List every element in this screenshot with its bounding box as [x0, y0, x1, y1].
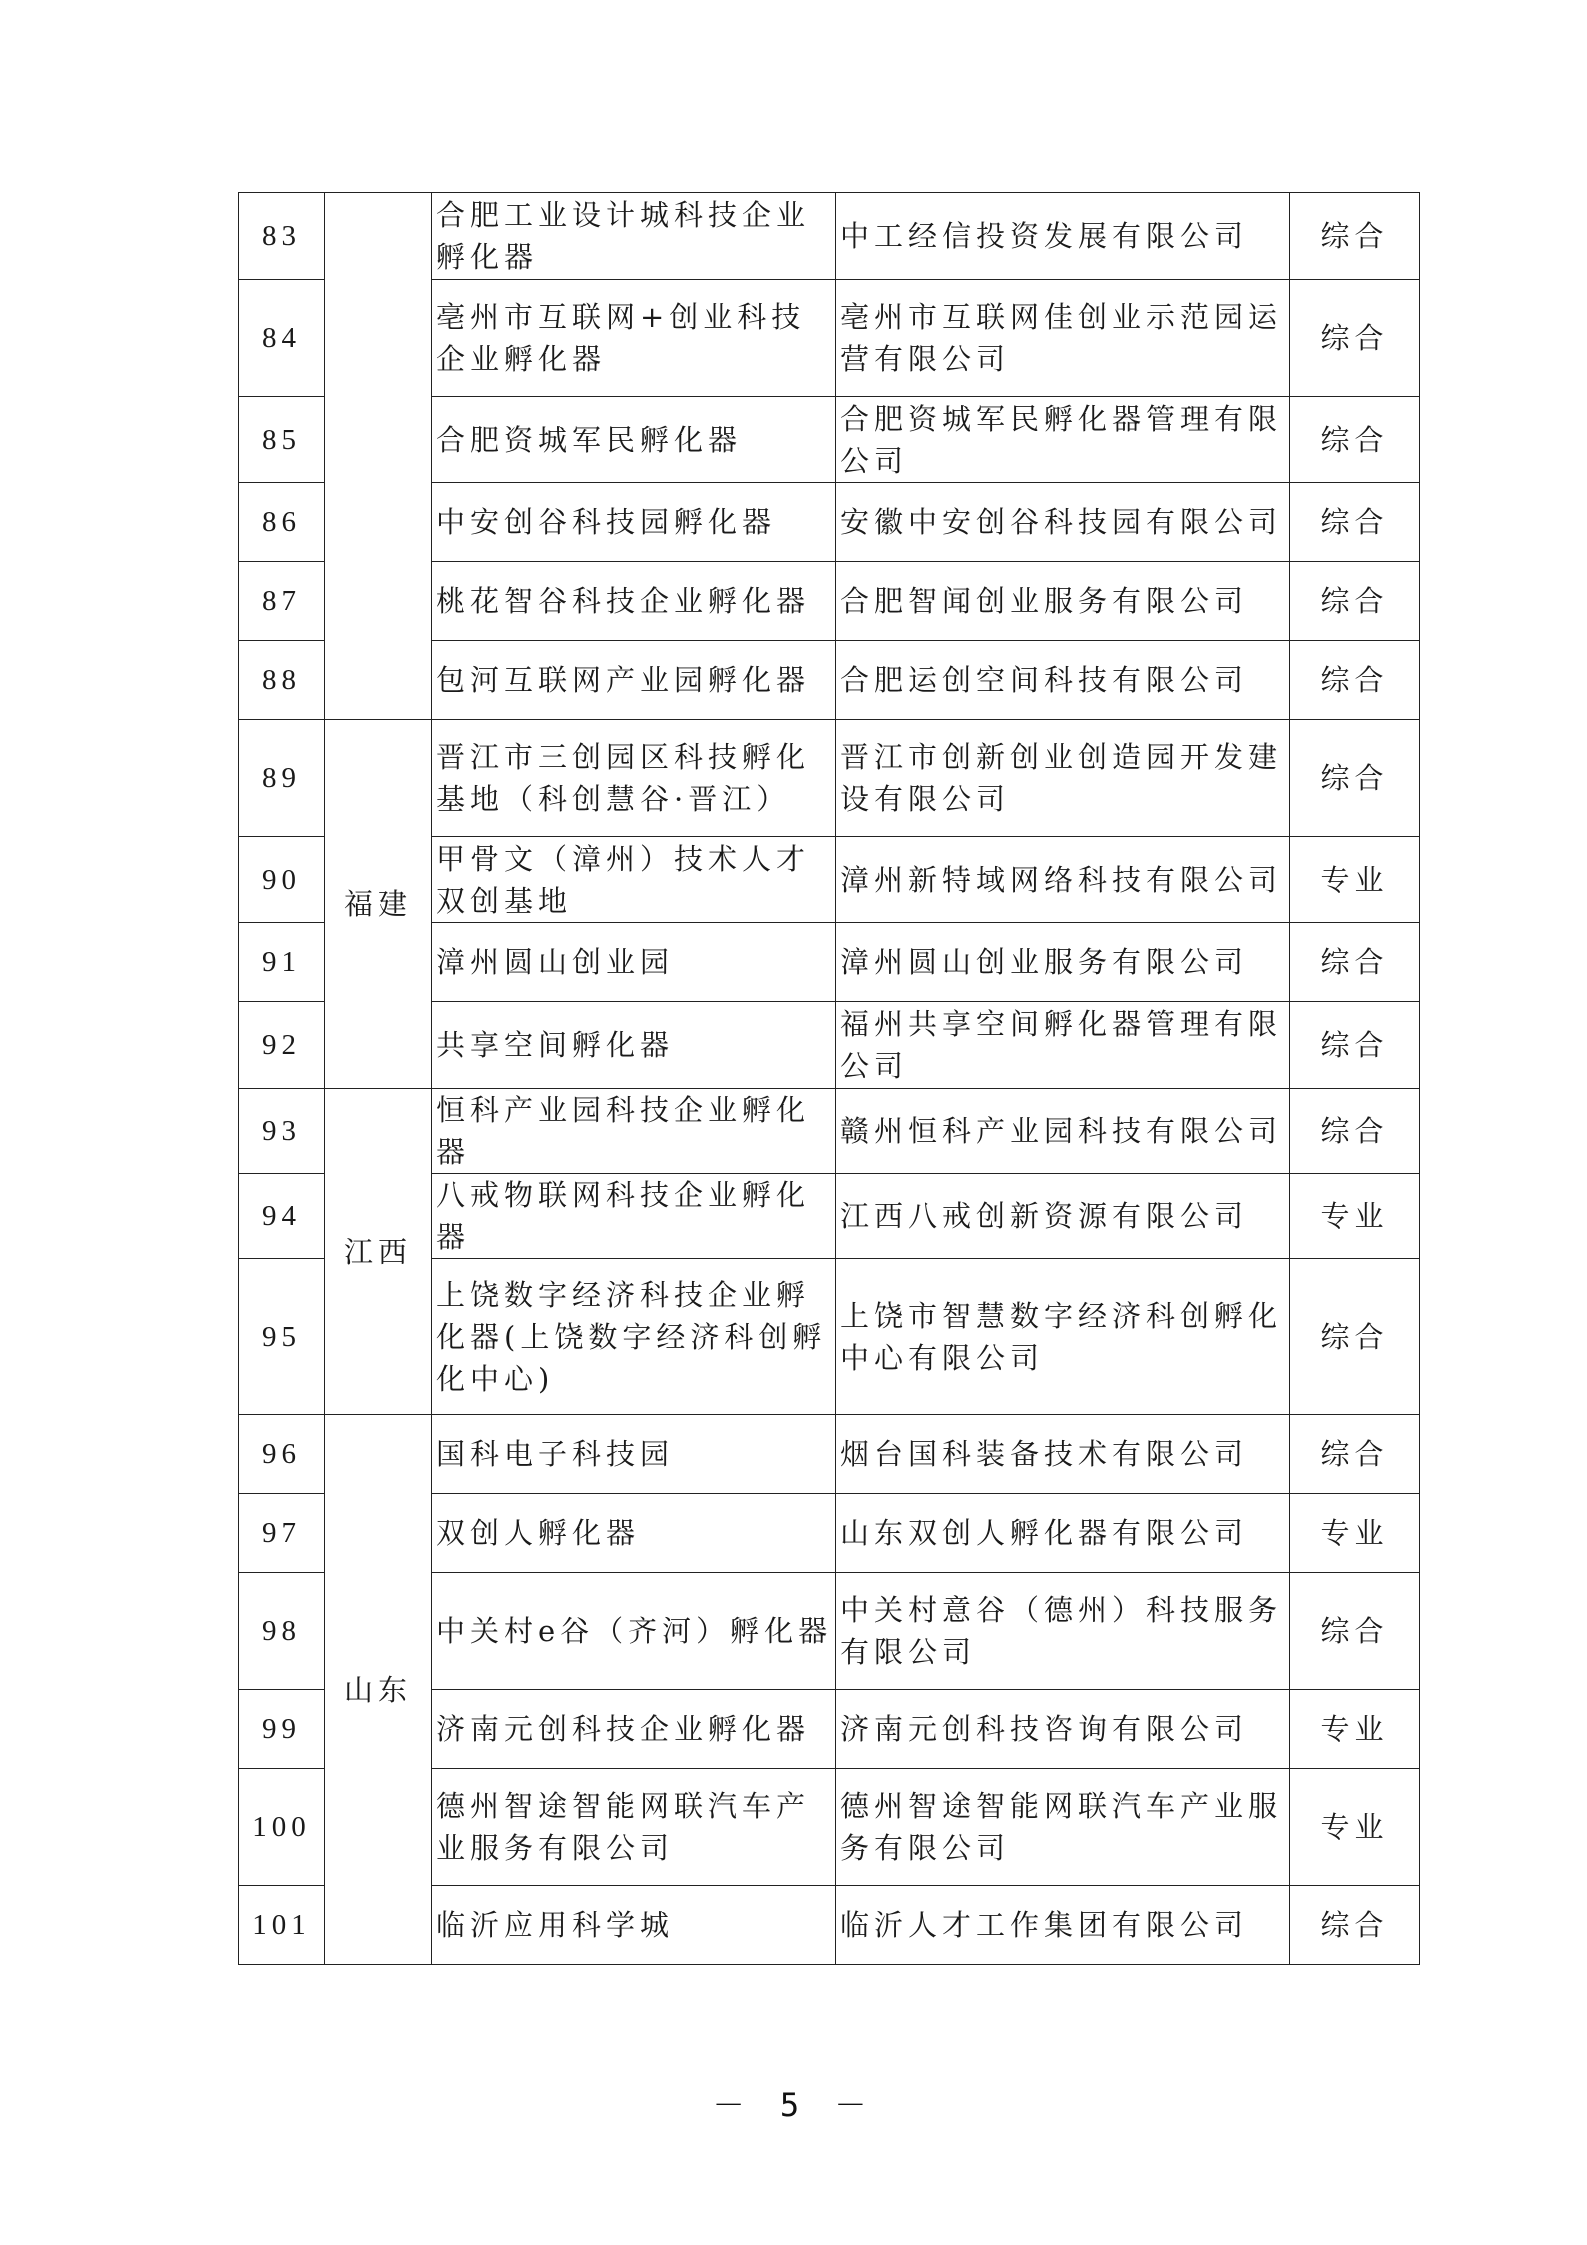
- incubator-type: 专业: [1290, 837, 1420, 923]
- incubator-type: 综合: [1290, 1573, 1420, 1690]
- operating-organization: 赣州恒科产业园科技有限公司: [836, 1089, 1290, 1174]
- row-number: 89: [239, 720, 325, 837]
- incubator-type: 专业: [1290, 1769, 1420, 1886]
- row-number: 97: [239, 1494, 325, 1573]
- operating-organization: 安徽中安创谷科技园有限公司: [836, 483, 1290, 562]
- row-number: 98: [239, 1573, 325, 1690]
- operating-organization: 烟台国科装备技术有限公司: [836, 1415, 1290, 1494]
- row-number: 86: [239, 483, 325, 562]
- operating-organization: 漳州圆山创业服务有限公司: [836, 923, 1290, 1002]
- incubator-name: 包河互联网产业园孵化器: [432, 641, 836, 720]
- incubator-type: 综合: [1290, 397, 1420, 483]
- incubator-type: 综合: [1290, 193, 1420, 280]
- operating-organization: 亳州市互联网佳创业示范园运营有限公司: [836, 280, 1290, 397]
- incubator-name: 桃花智谷科技企业孵化器: [432, 562, 836, 641]
- incubator-type: 综合: [1290, 641, 1420, 720]
- incubator-type: 综合: [1290, 280, 1420, 397]
- row-number: 92: [239, 1002, 325, 1089]
- row-number: 91: [239, 923, 325, 1002]
- row-number: 99: [239, 1690, 325, 1769]
- operating-organization: 合肥智闻创业服务有限公司: [836, 562, 1290, 641]
- incubator-name: 亳州市互联网+创业科技企业孵化器: [432, 280, 836, 397]
- operating-organization: 中关村意谷（德州）科技服务有限公司: [836, 1573, 1290, 1690]
- incubator-name: 中关村e谷（齐河）孵化器: [432, 1573, 836, 1690]
- province-cell: 福建: [325, 720, 432, 1089]
- incubator-name: 晋江市三创园区科技孵化基地（科创慧谷·晋江）: [432, 720, 836, 837]
- incubator-name: 中安创谷科技园孵化器: [432, 483, 836, 562]
- table-row: [239, 193, 1420, 280]
- incubator-name: 国科电子科技园: [432, 1415, 836, 1494]
- incubator-type: 综合: [1290, 483, 1420, 562]
- operating-organization: 江西八戒创新资源有限公司: [836, 1174, 1290, 1259]
- incubator-name: 上饶数字经济科技企业孵化器(上饶数字经济科创孵化中心): [432, 1259, 836, 1415]
- operating-organization: 济南元创科技咨询有限公司: [836, 1690, 1290, 1769]
- incubator-type: 专业: [1290, 1174, 1420, 1259]
- operating-organization: 德州智途智能网联汽车产业服务有限公司: [836, 1769, 1290, 1886]
- row-number: 96: [239, 1415, 325, 1494]
- incubator-type: 综合: [1290, 1886, 1420, 1965]
- row-number: 94: [239, 1174, 325, 1259]
- incubator-type: 综合: [1290, 720, 1420, 837]
- row-number: 87: [239, 562, 325, 641]
- operating-organization: 合肥资城军民孵化器管理有限公司: [836, 397, 1290, 483]
- incubator-name: 八戒物联网科技企业孵化器: [432, 1174, 836, 1259]
- operating-organization: 晋江市创新创业创造园开发建设有限公司: [836, 720, 1290, 837]
- incubator-type: 专业: [1290, 1494, 1420, 1573]
- incubator-type: 综合: [1290, 1259, 1420, 1415]
- table-row: [239, 1089, 1420, 1174]
- row-number: 95: [239, 1259, 325, 1415]
- province-cell: 山东: [325, 1415, 432, 1965]
- operating-organization: 合肥运创空间科技有限公司: [836, 641, 1290, 720]
- incubator-type: 综合: [1290, 562, 1420, 641]
- incubator-name: 恒科产业园科技企业孵化器: [432, 1089, 836, 1174]
- province-cell: [325, 193, 432, 720]
- incubator-table: [238, 192, 1420, 1965]
- incubator-name: 合肥资城军民孵化器: [432, 397, 836, 483]
- incubator-name: 合肥工业设计城科技企业孵化器: [432, 193, 836, 280]
- incubator-name: 甲骨文（漳州）技术人才双创基地: [432, 837, 836, 923]
- province-cell: 江西: [325, 1089, 432, 1415]
- incubator-name: 双创人孵化器: [432, 1494, 836, 1573]
- row-number: 93: [239, 1089, 325, 1174]
- operating-organization: 上饶市智慧数字经济科创孵化中心有限公司: [836, 1259, 1290, 1415]
- row-number: 85: [239, 397, 325, 483]
- incubator-name: 临沂应用科学城: [432, 1886, 836, 1965]
- row-number: 101: [239, 1886, 325, 1965]
- row-number: 90: [239, 837, 325, 923]
- operating-organization: 漳州新特域网络科技有限公司: [836, 837, 1290, 923]
- incubator-type: 综合: [1290, 1002, 1420, 1089]
- incubator-type: 专业: [1290, 1690, 1420, 1769]
- incubator-type: 综合: [1290, 1089, 1420, 1174]
- incubator-name: 漳州圆山创业园: [432, 923, 836, 1002]
- incubator-name: 德州智途智能网联汽车产业服务有限公司: [432, 1769, 836, 1886]
- row-number: 100: [239, 1769, 325, 1886]
- row-number: 83: [239, 193, 325, 280]
- incubator-name: 济南元创科技企业孵化器: [432, 1690, 836, 1769]
- operating-organization: 山东双创人孵化器有限公司: [836, 1494, 1290, 1573]
- operating-organization: 中工经信投资发展有限公司: [836, 193, 1290, 280]
- page-number: － 5 －: [712, 2086, 875, 2124]
- operating-organization: 临沂人才工作集团有限公司: [836, 1886, 1290, 1965]
- incubator-type: 综合: [1290, 1415, 1420, 1494]
- row-number: 84: [239, 280, 325, 397]
- row-number: 88: [239, 641, 325, 720]
- operating-organization: 福州共享空间孵化器管理有限公司: [836, 1002, 1290, 1089]
- table-row: [239, 1415, 1420, 1494]
- table-row: [239, 720, 1420, 837]
- incubator-name: 共享空间孵化器: [432, 1002, 836, 1089]
- incubator-type: 综合: [1290, 923, 1420, 1002]
